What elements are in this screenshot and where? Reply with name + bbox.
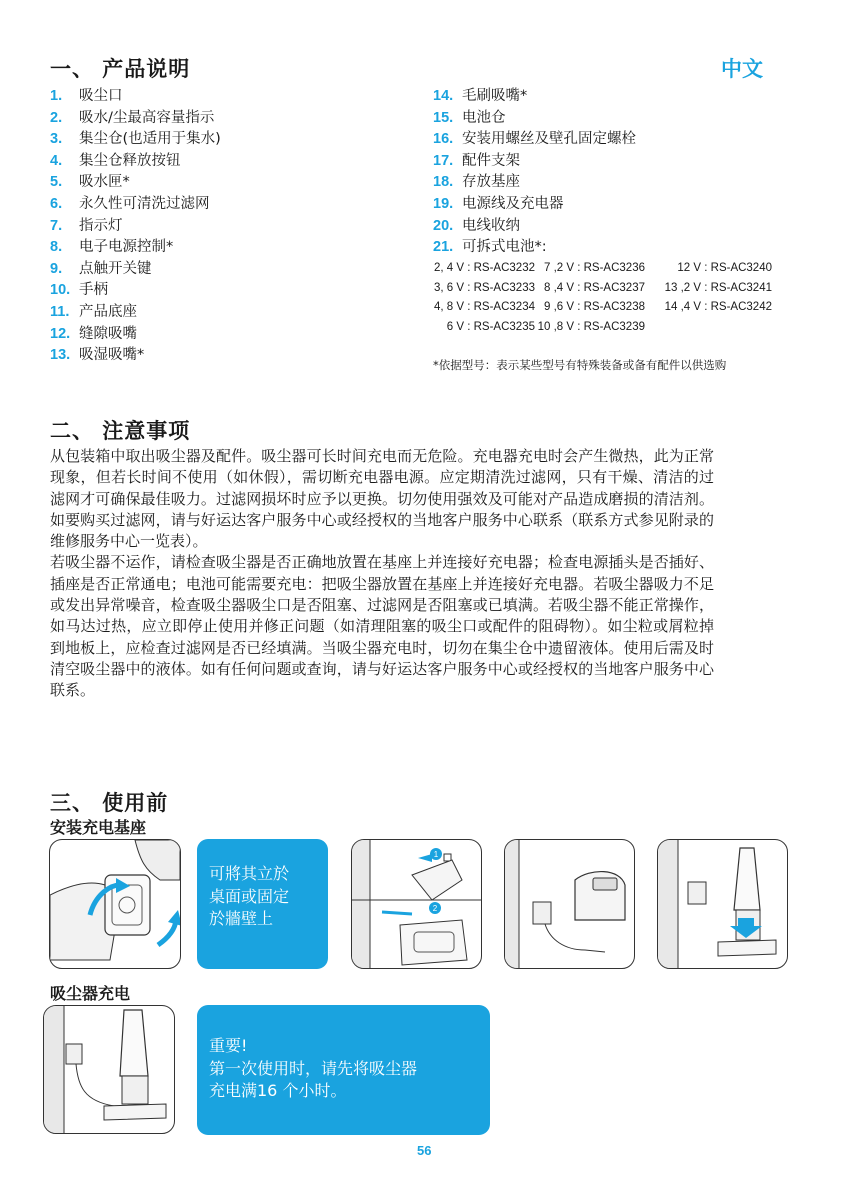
parts-list-number: 17. — [433, 152, 454, 169]
parts-list-item — [50, 302, 221, 324]
callout-line-3: 於牆壁上 — [209, 909, 274, 928]
figure-rotate-base — [49, 839, 181, 969]
parts-list-label: 电线收纳 — [462, 217, 520, 234]
parts-list-number: 9. — [50, 260, 63, 277]
parts-list-number: 6. — [50, 195, 63, 212]
parts-list-label: 手柄 — [79, 282, 108, 299]
parts-list-item — [433, 237, 636, 259]
battery-row — [410, 259, 772, 279]
callout-stand-or-wall — [197, 839, 328, 969]
battery-model: 4, 8 V : RS-AC3234 — [434, 301, 535, 313]
parts-list-item — [50, 108, 221, 130]
battery-model: 10 ,8 V : RS-AC3239 — [537, 320, 645, 333]
parts-list-number: 1. — [50, 88, 63, 104]
battery-row — [410, 298, 772, 318]
parts-list-number: 5. — [50, 174, 63, 191]
battery-row — [410, 279, 772, 299]
section3-heading: 三、 使用前 — [50, 791, 169, 815]
wall-mount-illustration — [352, 840, 481, 968]
parts-list-number: 18. — [433, 174, 454, 191]
precautions-paragraph-2: 若吸尘器不运作，请检查吸尘器是否正确地放置在基座上并连接好充电器；检查电源插头是否插好、插座是否正常通电；电池可能需要充电：把吸尘器放置在基座上并连接好充电器。若吸尘器吸力不足或发出异常噪音，检查吸尘器吸尘口是否阻塞、过滤网是否阻塞或已填满。若吸尘器不能正常操作，如马达过热，应立即停止使用并修正问题（如清理阻塞的吸尘口或配件的阻碍物）。如尘粒或屑粒掉到地板上，应检查过滤网是否已经填满。当吸尘器充电时，切勿在集尘仓中遗留液体。使用后需及时清空吸尘器中的液体。如有任何问题或查询，请与好运达客户服务中心或经授权的当地客户服务中心联系。 — [50, 553, 714, 700]
parts-list-label: 吸水匣* — [79, 174, 130, 191]
parts-list-item — [433, 129, 636, 151]
parts-list-item — [50, 151, 221, 173]
battery-model: 7 ,2 V : RS-AC3236 — [544, 262, 645, 274]
parts-list-left — [50, 86, 221, 367]
important-line-2: 充电满16 个小时。 — [209, 1081, 347, 1100]
parts-list-label: 吸尘口 — [79, 88, 123, 104]
step-badge-2: 2 — [432, 904, 438, 913]
charging-subheading: 吸尘器充电 — [50, 984, 131, 1003]
battery-model: 3, 6 V : RS-AC3233 — [434, 281, 535, 294]
figure-wall-mount-steps — [351, 839, 482, 969]
parts-list-label: 指示灯 — [79, 217, 123, 234]
parts-list-label: 集尘仓释放按钮 — [79, 152, 181, 169]
figure-vacuum-on-base — [657, 839, 788, 969]
precautions-text — [50, 446, 714, 702]
parts-list-item — [433, 216, 636, 238]
parts-list-label: 产品底座 — [79, 303, 137, 320]
parts-list-number: 8. — [50, 239, 63, 256]
parts-list-label: 吸湿吸嘴* — [79, 347, 145, 364]
parts-list-item — [50, 216, 221, 238]
section1-heading: 一、 产品说明 — [50, 57, 191, 81]
parts-list-label: 电源线及充电器 — [462, 195, 564, 212]
language-label: 中文 — [721, 57, 763, 81]
charging-illustration — [44, 1006, 174, 1133]
parts-list-number: 19. — [433, 195, 454, 212]
battery-model — [645, 318, 772, 338]
callout-important — [197, 1005, 490, 1135]
battery-table — [410, 259, 772, 337]
battery-model: 13 ,2 V : RS-AC3241 — [664, 281, 772, 294]
rotate-base-illustration — [50, 840, 180, 968]
parts-list-label: 集尘仓(也适用于集水) — [79, 131, 221, 148]
figure-base-plugged — [504, 839, 635, 969]
parts-list-label: 安装用螺丝及壁孔固定螺栓 — [462, 131, 636, 148]
parts-list-item — [50, 86, 221, 108]
parts-list-number: 3. — [50, 131, 63, 148]
parts-list-label: 永久性可清洗过滤网 — [79, 195, 210, 212]
section2-heading: 二、 注意事项 — [50, 419, 191, 443]
parts-list-label: 存放基座 — [462, 174, 520, 191]
parts-list-number: 14. — [433, 88, 454, 104]
parts-list-item — [433, 108, 636, 130]
parts-list-number: 2. — [50, 109, 63, 126]
battery-model: 9 ,6 V : RS-AC3238 — [544, 301, 645, 313]
parts-list-number: 11. — [50, 303, 70, 320]
parts-list-label: 配件支架 — [462, 152, 520, 169]
parts-list-item — [50, 237, 221, 259]
important-title: 重要! — [209, 1036, 248, 1055]
parts-list-item — [50, 259, 221, 281]
parts-list-item — [433, 172, 636, 194]
callout-line-2: 桌面或固定 — [209, 886, 290, 906]
parts-list-number: 7. — [50, 217, 63, 234]
parts-list-number: 16. — [433, 131, 454, 148]
step-badge-1: 1 — [433, 850, 439, 859]
parts-list-label: 电池仓 — [462, 109, 506, 126]
parts-list-number: 13. — [50, 347, 71, 364]
parts-list-item — [433, 151, 636, 173]
base-plugged-illustration — [505, 840, 634, 968]
parts-list-item — [50, 172, 221, 194]
parts-list-item — [50, 345, 221, 367]
parts-list-label: 电子电源控制* — [79, 239, 174, 256]
parts-list-label: 毛刷吸嘴* — [462, 88, 528, 104]
parts-list-number: 15. — [433, 109, 454, 126]
battery-model: 2, 4 V : RS-AC3232 — [434, 262, 535, 274]
vacuum-on-base-illustration — [658, 840, 787, 968]
important-line-1: 第一次使用时，请先将吸尘器 — [209, 1058, 418, 1078]
figure-charging — [43, 1005, 175, 1134]
page-number: 56 — [417, 1143, 432, 1158]
battery-model: 6 V : RS-AC3235 — [446, 320, 535, 333]
parts-list-label: 缝隙吸嘴 — [79, 325, 137, 342]
parts-list-item — [433, 194, 636, 216]
parts-list-item — [50, 129, 221, 151]
callout-line-1: 可將其立於 — [209, 864, 290, 883]
parts-list-item — [50, 324, 221, 346]
footnote: *依据型号：表示某些型号有特殊装备或备有配件以供选购 — [433, 358, 727, 372]
parts-list-number: 20. — [433, 217, 454, 234]
parts-list-number: 10. — [50, 282, 71, 299]
battery-model: 8 ,4 V : RS-AC3237 — [544, 281, 645, 294]
battery-model: 14 ,4 V : RS-AC3242 — [664, 301, 772, 313]
parts-list-item — [50, 194, 221, 216]
parts-list-item — [50, 280, 221, 302]
parts-list-number: 12. — [50, 325, 71, 342]
parts-list-label: 点触开关键 — [79, 260, 152, 277]
battery-model: 12 V : RS-AC3240 — [677, 262, 772, 274]
parts-list-item — [433, 86, 636, 108]
parts-list-number: 4. — [50, 152, 63, 169]
battery-row — [410, 318, 772, 338]
parts-list-label: 可拆式电池*: — [462, 239, 547, 256]
precautions-paragraph-1: 从包装箱中取出吸尘器及配件。吸尘器可长时间充电而无危险。充电器充电时会产生微热，此为正常现象，但若长时间不使用（如休假），需切断充电器电源。应定期清洗过滤网，只有干燥、清洁的过滤网才可确保最佳吸力。过滤网损坏时应予以更换。切勿使用强效及可能对产品造成磨损的清洁剂。如要购买过滤网，请与好运达客户服务中心或经授权的当地客户服务中心联系（联系方式参见附录的维修服务中心一览表）。 — [50, 447, 714, 551]
parts-list-number: 21. — [433, 239, 454, 256]
install-base-subheading: 安装充电基座 — [50, 818, 147, 837]
parts-list-right — [433, 86, 636, 259]
parts-list-label: 吸水/尘最高容量指示 — [79, 109, 215, 126]
